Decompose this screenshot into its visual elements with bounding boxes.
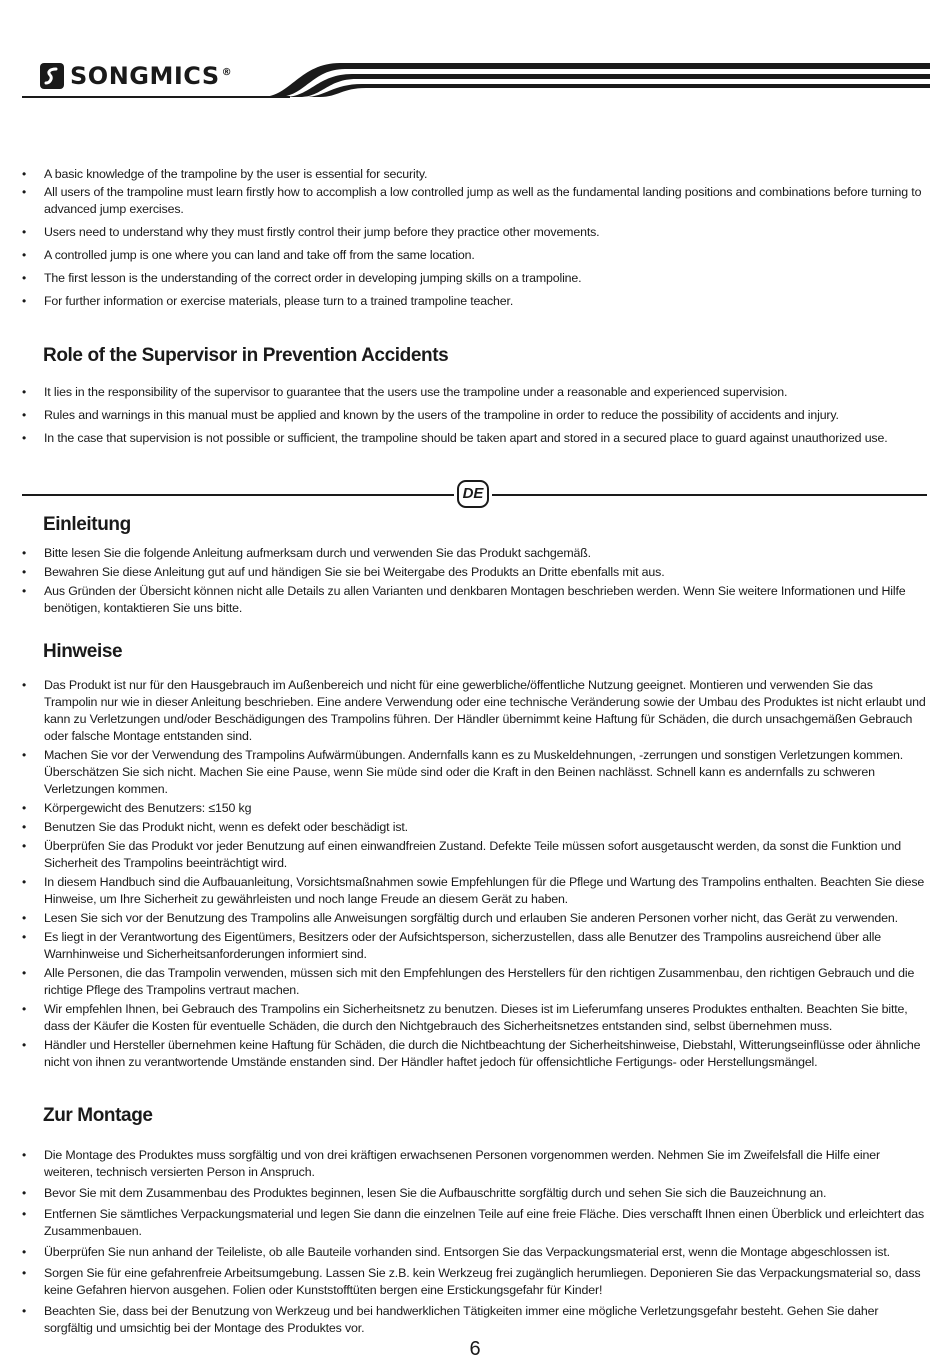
supervisor-bullet-list [22, 384, 930, 447]
list-item: • Lesen Sie sich vor der Benutzung des Trampolins alle Anweisungen sorgfältig durch und erlauben Sie anderen Personen vorher nicht, das Gerät zu verwenden. [22, 910, 928, 927]
list-item: • Bewahren Sie diese Anleitung gut auf und händigen Sie sie bei Weitergabe des Produkts an Dritte ebenfalls mit aus. [22, 564, 930, 581]
list-item: • Es liegt in der Verantwortung des Eigentümers, Besitzers oder der Aufsichtsperson, sicherzustellen, dass alle Benutzer des Trampolins ausreichend über alle Warnhinweise und Sicherheitsanforderungen informiert sind. [22, 929, 928, 963]
montage-bullet-list [22, 1147, 928, 1337]
list-item: • In the case that supervision is not possible or sufficient, the trampoline should be taken apart and stored in a secured place to guard against unauthorized use. [22, 430, 930, 447]
list-item: • Bevor Sie mit dem Zusammenbau des Produktes beginnen, lesen Sie die Aufbauschritte sorgfältig durch und sehen Sie sich die Bauzeichnung an. [22, 1185, 928, 1202]
einleitung-bullet-list [22, 545, 930, 617]
list-item: • Körpergewicht des Benutzers: ≤150 kg [22, 800, 928, 817]
list-item: • All users of the trampoline must learn firstly how to accomplish a low controlled jump as well as the fundamental landing positions and combinations before turning to advanced jump exercises. [22, 184, 930, 218]
list-item: • Überprüfen Sie das Produkt vor jeder Benutzung auf einen einwandfreien Zustand. Defekte Teile müssen sofort ausgetauscht werden, da sonst die Funktion und Sicherheit des Trampolins beeinträchtigt wird. [22, 838, 928, 872]
list-item: • Alle Personen, die das Trampolin verwenden, müssen sich mit den Empfehlungen des Herstellers für den richtigen Zusammenbau, den richtigen Gebrauch und die richtige Pflege des Trampolins vertraut machen. [22, 965, 928, 999]
language-badge: DE [457, 480, 489, 508]
divider-line-left [22, 494, 454, 496]
list-item: • Benutzen Sie das Produkt nicht, wenn es defekt oder beschädigt ist. [22, 819, 928, 836]
registered-mark: ® [221, 67, 233, 78]
list-item: • Händler und Hersteller übernehmen keine Haftung für Schäden, die durch die Nichtbeachtung der Sicherheitshinweise, Diebstahl, Witterungseinflüsse oder ähnliche nicht von ihnen zu verantwortende Umstände enstanden sind. Der Händler haftet jedoch für offensichtliche Fertigungs- oder Herstellungsmängel. [22, 1037, 928, 1071]
list-item: • Das Produkt ist nur für den Hausgebrauch im Außenbereich und nicht für eine gewerbliche/öffentliche Nutzung geeignet. Montieren und verwenden Sie das Trampolin nur wie in dieser Anleitung beschrieben. Eine andere Verwendung oder eine technische Veränderung sowie der Umbau des Produktes ist nicht erlaubt und kann zu Verletzungen und/oder Beschädigungen des Trampolins führen. Der Händler übernimmt keine Haftung für Schäden, die durch unsachgemäßen Gebrauch oder falsche Montage entstanden sind. [22, 677, 928, 745]
list-item: • Überprüfen Sie nun anhand der Teileliste, ob alle Bauteile vorhanden sind. Entsorgen Sie das Verpackungsmaterial erst, wenn die Montage abgeschlossen ist. [22, 1244, 928, 1261]
brand-name: SONGMICS ® [70, 62, 233, 90]
list-item: • Machen Sie vor der Verwendung des Trampolins Aufwärmübungen. Andernfalls kann es zu Muskeldehnungen, -zerrungen und sonstigen Verletzungen kommen. Überschätzen Sie sich nicht. Machen Sie eine Pause, wenn Sie müde sind oder die Kraft in den Beinen nachlässt. Schnell kann es andernfalls zu schweren Verletzungen kommen. [22, 747, 928, 798]
list-item: • Aus Gründen der Übersicht können nicht alle Details zu allen Varianten und denkbaren Montagen beschrieben werden. Wenn Sie weitere Informationen und Hilfe benötigen, kontaktieren Sie uns bitte. [22, 583, 930, 617]
list-item: • Bitte lesen Sie die folgende Anleitung aufmerksam durch und verwenden Sie das Produkt sachgemäß. [22, 545, 930, 562]
list-item: • A controlled jump is one where you can land and take off from the same location. [22, 247, 930, 264]
list-item: • A basic knowledge of the trampoline by the user is essential for security. [22, 166, 930, 183]
list-item: • Sorgen Sie für eine gefahrenfreie Arbeitsumgebung. Lassen Sie z.B. kein Werkzeug frei zugänglich herumliegen. Deponieren Sie das Verpackungsmaterial so, dass keine Gefahren hiervon ausgehen. Folien oder Kunststofftüten bergen eine Erstickungsgefahr für Kinder! [22, 1265, 928, 1299]
list-item: • It lies in the responsibility of the supervisor to guarantee that the users use the trampoline under a reasonable and experienced supervision. [22, 384, 930, 401]
list-item: • Wir empfehlen Ihnen, bei Gebrauch des Trampolins ein Sicherheitsnetz zu benutzen. Dieses ist im Lieferumfang unseres Produktes enthalten. Beachten Sie bitte, dass der Käufer die Kosten für eventuelle Schäden, die durch den Nichtgebrauch des Sicherheitsnetzes entstanden sind, selbst übernehmen muss. [22, 1001, 928, 1035]
divider-line-right [492, 494, 927, 496]
section-title-supervisor: Role of the Supervisor in Prevention Accidents [43, 345, 449, 366]
list-item: • Users need to understand why they must firstly control their jump before they practice other movements. [22, 224, 930, 241]
section-title-hinweise: Hinweise [43, 641, 123, 662]
section-title-montage: Zur Montage [43, 1105, 153, 1126]
list-item: • For further information or exercise materials, please turn to a trained trampoline teacher. [22, 293, 930, 310]
page-header [0, 0, 950, 110]
list-item: • Entfernen Sie sämtliches Verpackungsmaterial und legen Sie dann die einzelnen Teile auf eine freie Fläche. Dies verschafft Ihnen einen Überblick und erleichtert das Zusammenbauen. [22, 1206, 928, 1240]
hinweise-bullet-list [22, 677, 928, 1071]
list-item: • Beachten Sie, dass bei der Benutzung von Werkzeug und bei handwerklichen Tätigkeiten immer eine mögliche Verletzungsgefahr besteht. Gehen Sie daher sorgfältig und umsichtig bei der Montage des Produktes vor. [22, 1303, 928, 1337]
songmics-logo [40, 62, 232, 90]
logo-mark-icon [40, 63, 64, 89]
intro-bullet-list [22, 166, 930, 310]
list-item: • In diesem Handbuch sind die Aufbauanleitung, Vorsichtsmaßnahmen sowie Empfehlungen für die Pflege und Wartung des Trampolins enthalten. Beachten Sie diese Hinweise, um Ihre Sicherheit zu gewährleisten und noch lange Freude an diesem Gerät zu haben. [22, 874, 928, 908]
page-number: 6 [469, 1338, 481, 1360]
list-item: • Rules and warnings in this manual must be applied and known by the users of the trampoline in order to reduce the possibility of accidents and injury. [22, 407, 930, 424]
list-item: • The first lesson is the understanding of the correct order in developing jumping skills on a trampoline. [22, 270, 930, 287]
list-item: • Die Montage des Produktes muss sorgfältig und von drei kräftigen erwachsenen Personen vorgenommen werden. Nehmen Sie im Zweifelsfall die Hilfe einer weiteren, technisch versierten Person in Anspruch. [22, 1147, 928, 1181]
language-divider [22, 478, 927, 514]
section-title-einleitung: Einleitung [43, 514, 131, 535]
